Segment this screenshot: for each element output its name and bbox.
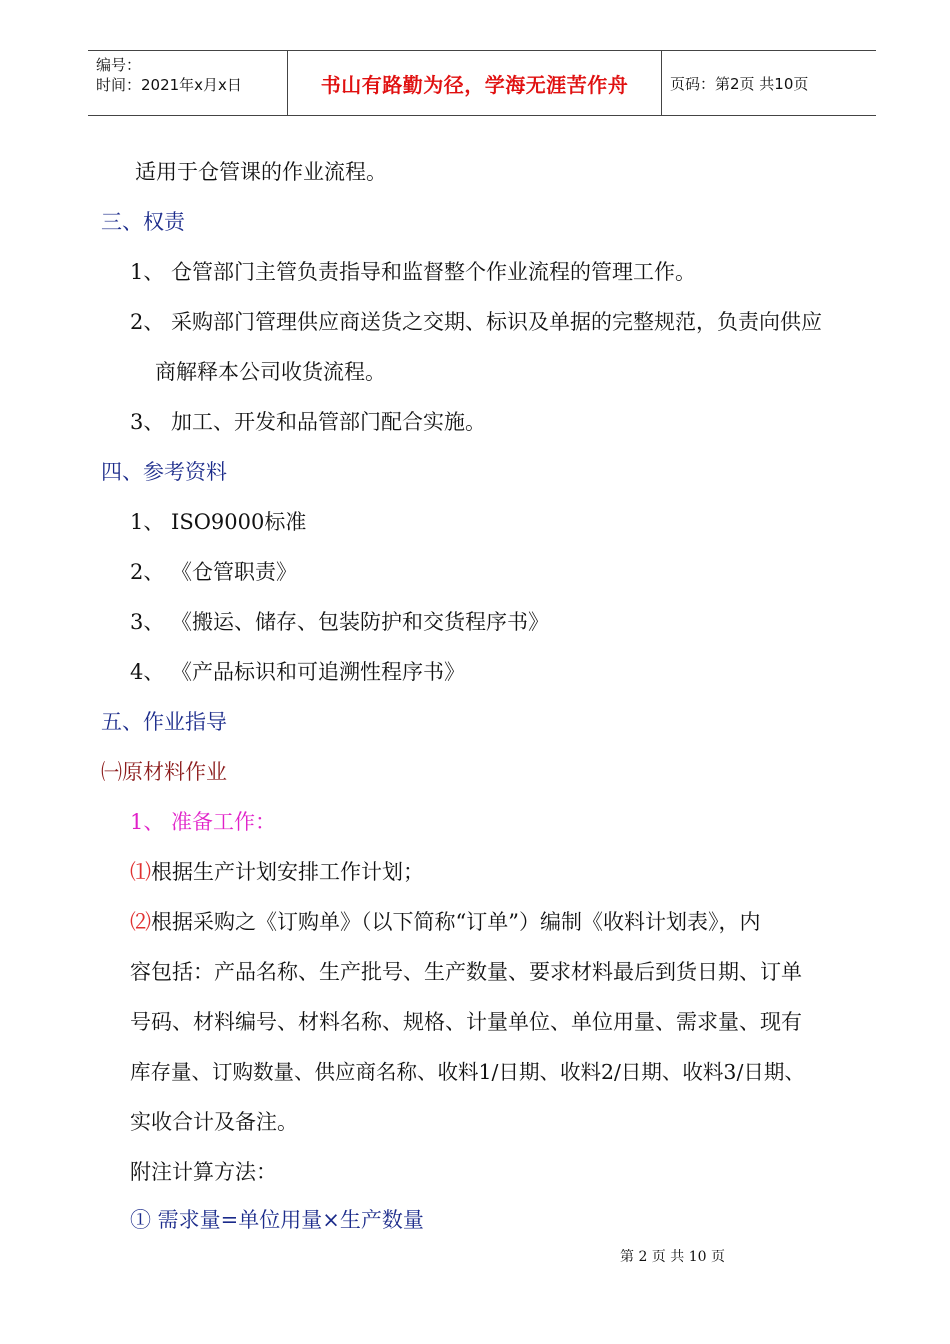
subsection-heading-raw-materials: ㈠原材料作业 — [101, 760, 227, 784]
step-2-number: ⑵ — [130, 910, 151, 934]
step-1-text: 根据生产计划安排工作计划； — [151, 860, 424, 884]
formula-1: ① 需求量=单位用量×生产数量 — [130, 1208, 424, 1232]
responsibility-item-3: 3、 加工、开发和品管部门配合实施。 — [130, 410, 487, 434]
reference-item-3: 3、 《搬运、储存、包装防护和交货程序书》 — [130, 610, 550, 634]
reference-item-2: 2、 《仓管职责》 — [130, 560, 298, 584]
responsibility-item-2-continued: 商解释本公司收货流程。 — [155, 360, 386, 384]
section-heading-work-guidance: 五、作业指导 — [101, 710, 227, 734]
step-2-line-3: 号码、材料编号、材料名称、规格、计量单位、单位用量、需求量、现有 — [130, 1010, 802, 1034]
page-footer: 第 2 页 共 10 页 — [620, 1249, 725, 1265]
section-heading-references: 四、参考资料 — [101, 460, 227, 484]
header-motto: 书山有路勤为径，学海无涯苦作舟 — [288, 51, 662, 115]
reference-item-4: 4、 《产品标识和可追溯性程序书》 — [130, 660, 466, 684]
step-2-text: 根据采购之《订购单》（以下简称“订单”）编制《收料计划表》，内 — [151, 910, 761, 934]
header-meta — [88, 51, 288, 115]
responsibility-item-2: 2、 采购部门管理供应商送货之交期、标识及单据的完整规范，负责向供应 — [130, 310, 823, 334]
preparation-heading: 1、 准备工作： — [130, 810, 277, 834]
calculation-note: 附注计算方法： — [130, 1160, 277, 1184]
step-2-line-5: 实收合计及备注。 — [130, 1110, 298, 1134]
document-time-label: 时间：2021年x月x日 — [96, 76, 242, 94]
header-page-number: 页码：第2页 共10页 — [670, 74, 809, 93]
responsibility-item-1: 1、 仓管部门主管负责指导和监督整个作业流程的管理工作。 — [130, 260, 697, 284]
reference-item-1: 1、 ISO9000标准 — [130, 510, 307, 534]
step-2-line-2: 容包括：产品名称、生产批号、生产数量、要求材料最后到货日期、订单 — [130, 960, 802, 984]
document-number-label: 编号： — [96, 56, 142, 74]
step-1 — [130, 858, 424, 886]
section-heading-responsibilities: 三、权责 — [101, 210, 185, 234]
step-2 — [130, 908, 760, 936]
scope-text: 适用于仓管课的作业流程。 — [135, 160, 387, 184]
page-header — [88, 50, 876, 116]
step-1-number: ⑴ — [130, 860, 151, 884]
step-2-line-4: 库存量、订购数量、供应商名称、收料1/日期、收料2/日期、收料3/日期、 — [130, 1060, 805, 1084]
